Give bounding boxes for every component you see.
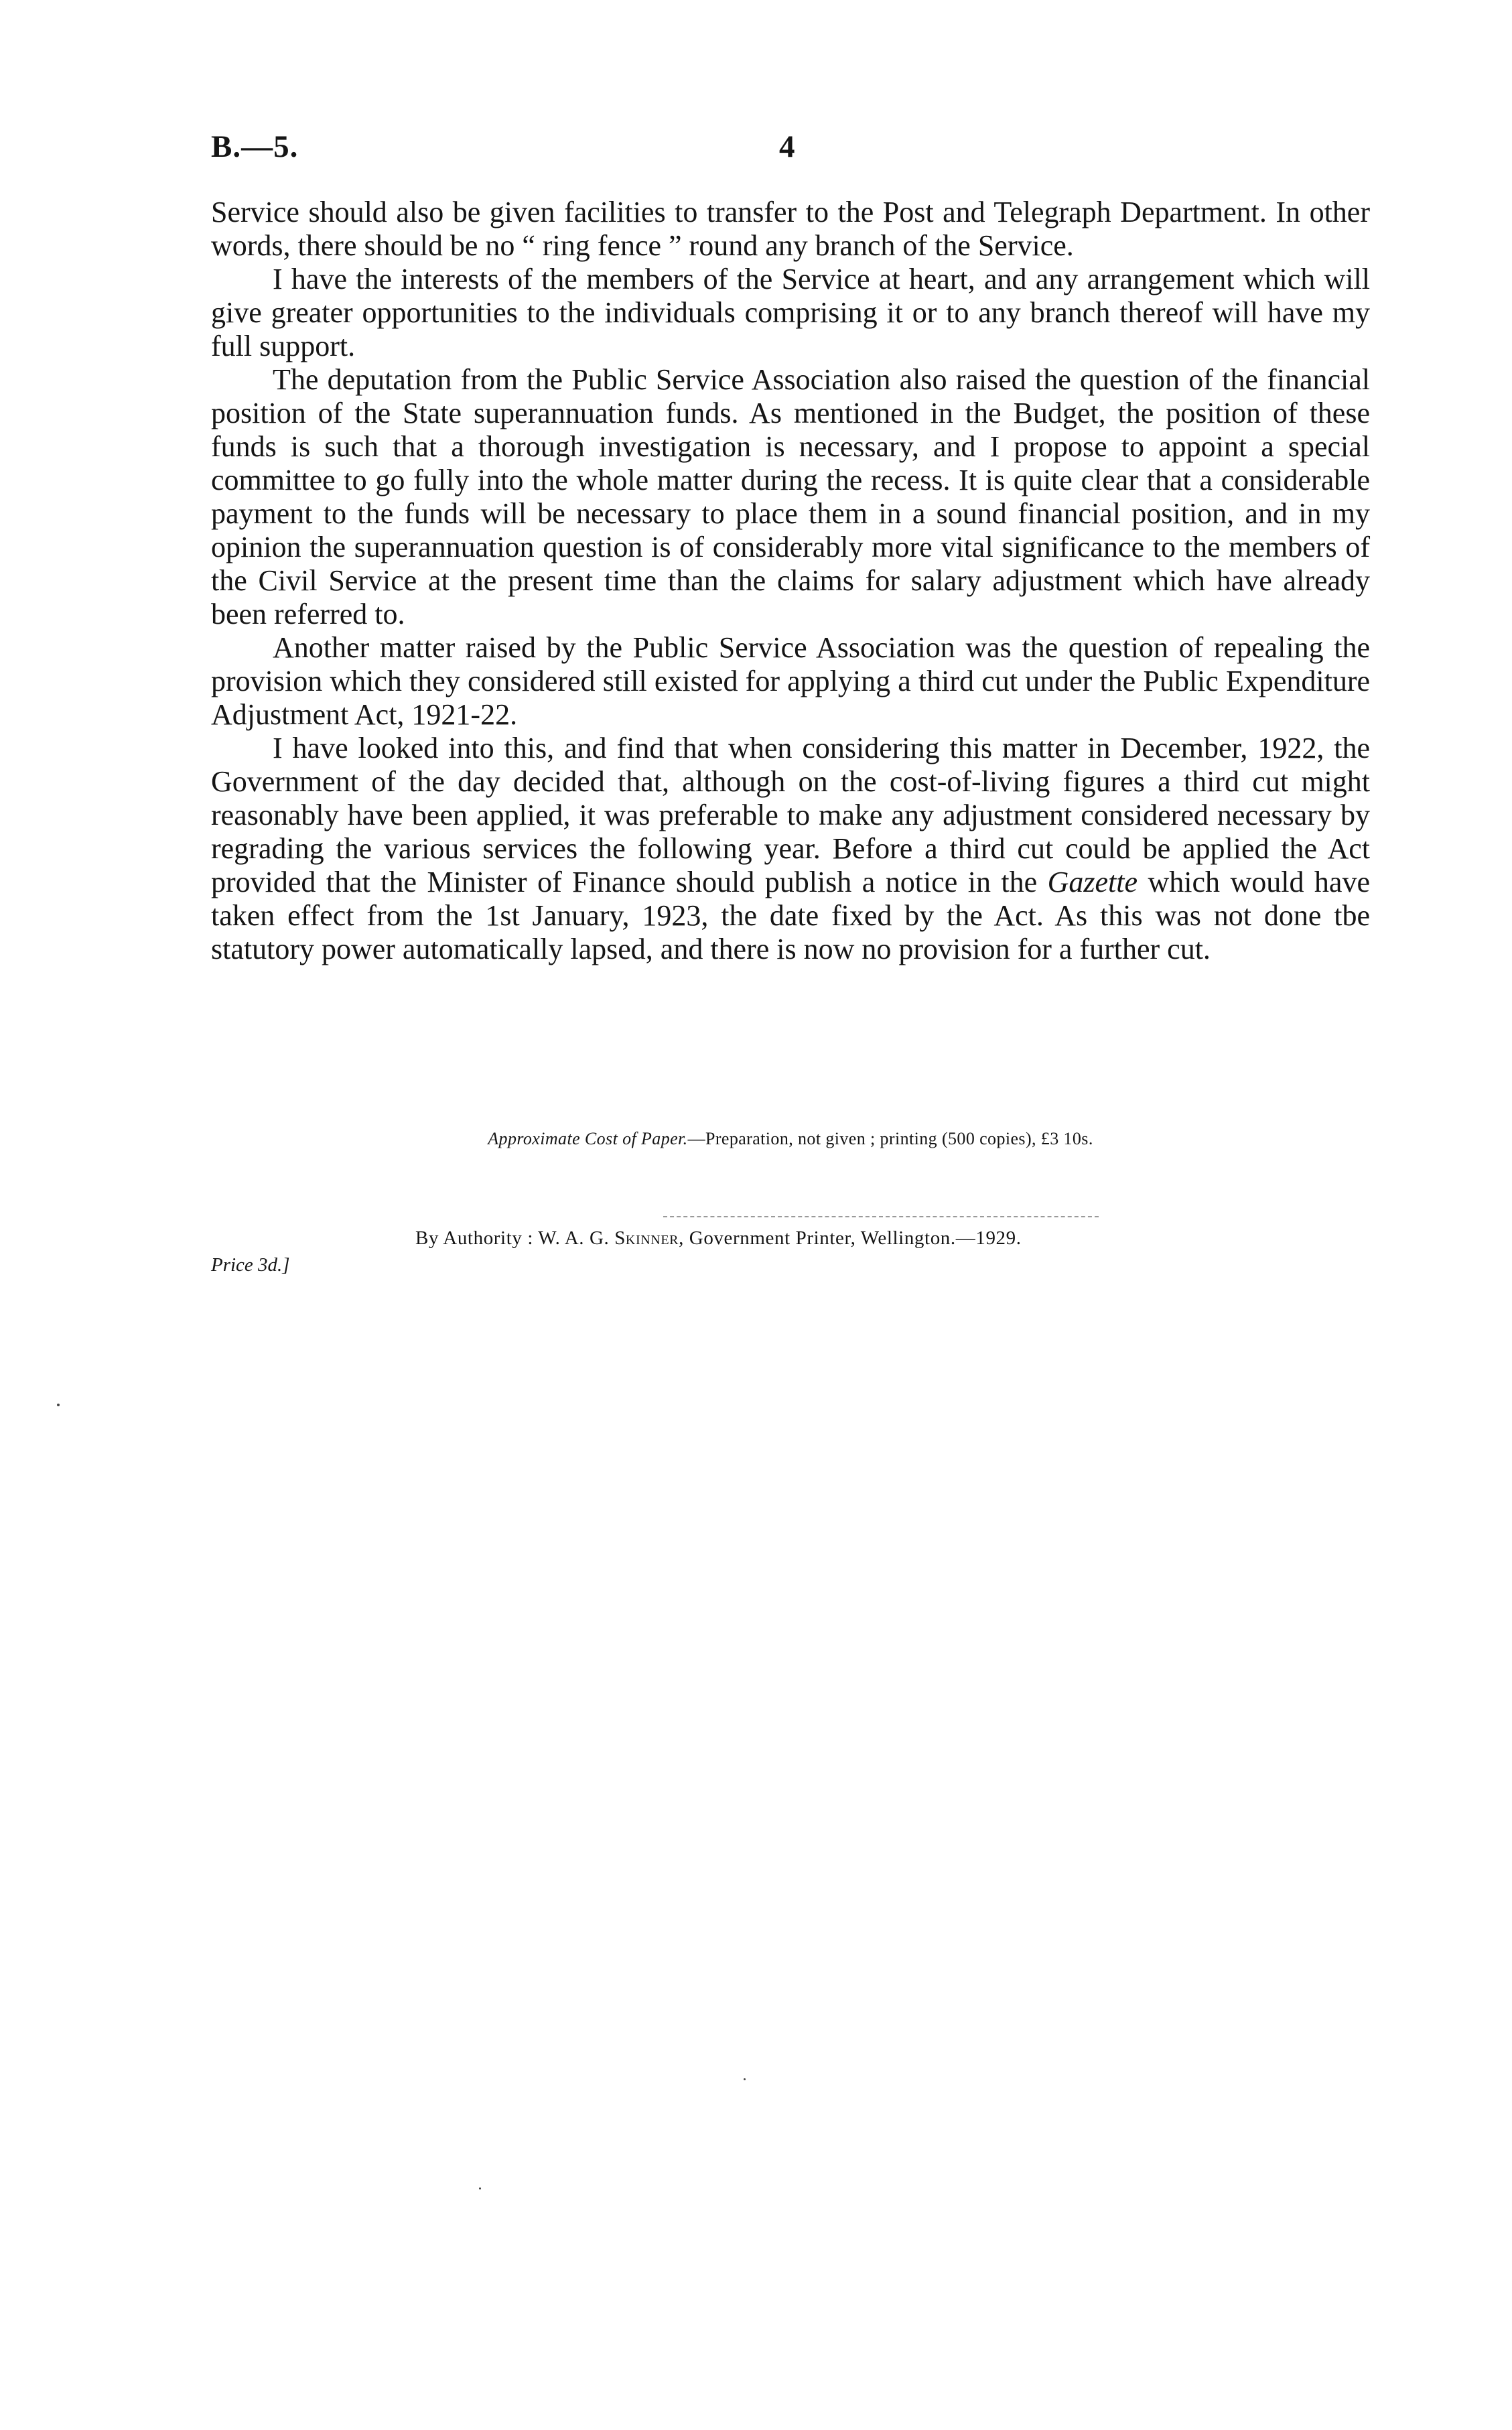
footer-divider — [663, 1216, 1099, 1217]
paragraph-3: The deputation from the Public Service Association also raised the question of the financial position of the State superannuation funds. As mentioned in the Budget, the position of these funds is such that a thorough investigation is necessary, and I propose to appoint a special committee to go fully into the whole matter during the recess. It is quite clear that a considerable payment to the funds will be necessary to place them in a sound financial position, and in my opinion the superannuation question is of considerably more vital significance to the members of the Civil Service at the present time than the claims for salary adjustment which have already been referred to. — [211, 363, 1370, 630]
cost-of-paper-note — [211, 1128, 1370, 1150]
paragraph-1: Service should also be given facilities to transfer to the Post and Telegraph Department. In other words, there should be no “ ring fence ” round any branch of the Service. — [211, 196, 1370, 262]
document-reference: B.—5. — [211, 129, 299, 164]
paragraph-4: Another matter raised by the Public Service Association was the question of repealing the provision which they considered still existed for applying a third cut under the Public Expenditure Adjustment Act, 1921-22. — [211, 631, 1370, 731]
paragraph-5-text-after: which would have taken effect from the 1st January, 1923, the date fixed by the Act. As this was not done tbe statutory power automatically lapsed, and there is now no provision for a further cut. — [211, 866, 1370, 965]
cost-text: —Preparation, not given ; printing (500 copies), £3 10s. — [687, 1129, 1093, 1148]
page-header — [211, 129, 1370, 169]
scan-speck — [57, 1404, 60, 1406]
price-note: Price 3d.] — [211, 1254, 290, 1276]
scan-speck — [479, 2187, 481, 2189]
paragraph-5-text-before: I have looked into this, and find that when considering this matter in December, 1922, the Government of the day decided that, although on the cost-of-living figures a third cut might reasonably have been applied, it was preferable to make any adjustment considered necessary by regrading the various services the following year. Before a third cut could be applied the Act provided that the Minister of Finance should publish a notice in the — [211, 732, 1370, 898]
imprint-printer-name: Skinner — [614, 1227, 679, 1249]
body-text — [211, 196, 1370, 966]
paragraph-2: I have the interests of the members of the Service at heart, and any arrangement which will give greater opportunities to the individuals comprising it or to any branch thereof will have my full support. — [211, 263, 1370, 362]
cost-label: Approximate Cost of Paper. — [488, 1129, 688, 1148]
page-number: 4 — [779, 129, 795, 164]
gazette-italic: Gazette — [1047, 866, 1138, 898]
imprint-prefix: By Authority : W. A. G. — [415, 1227, 615, 1249]
printer-imprint — [415, 1226, 1022, 1250]
scan-speck — [744, 2078, 746, 2080]
paragraph-5 — [211, 732, 1370, 966]
imprint-suffix: , Government Printer, Wellington.—1929. — [679, 1227, 1022, 1249]
